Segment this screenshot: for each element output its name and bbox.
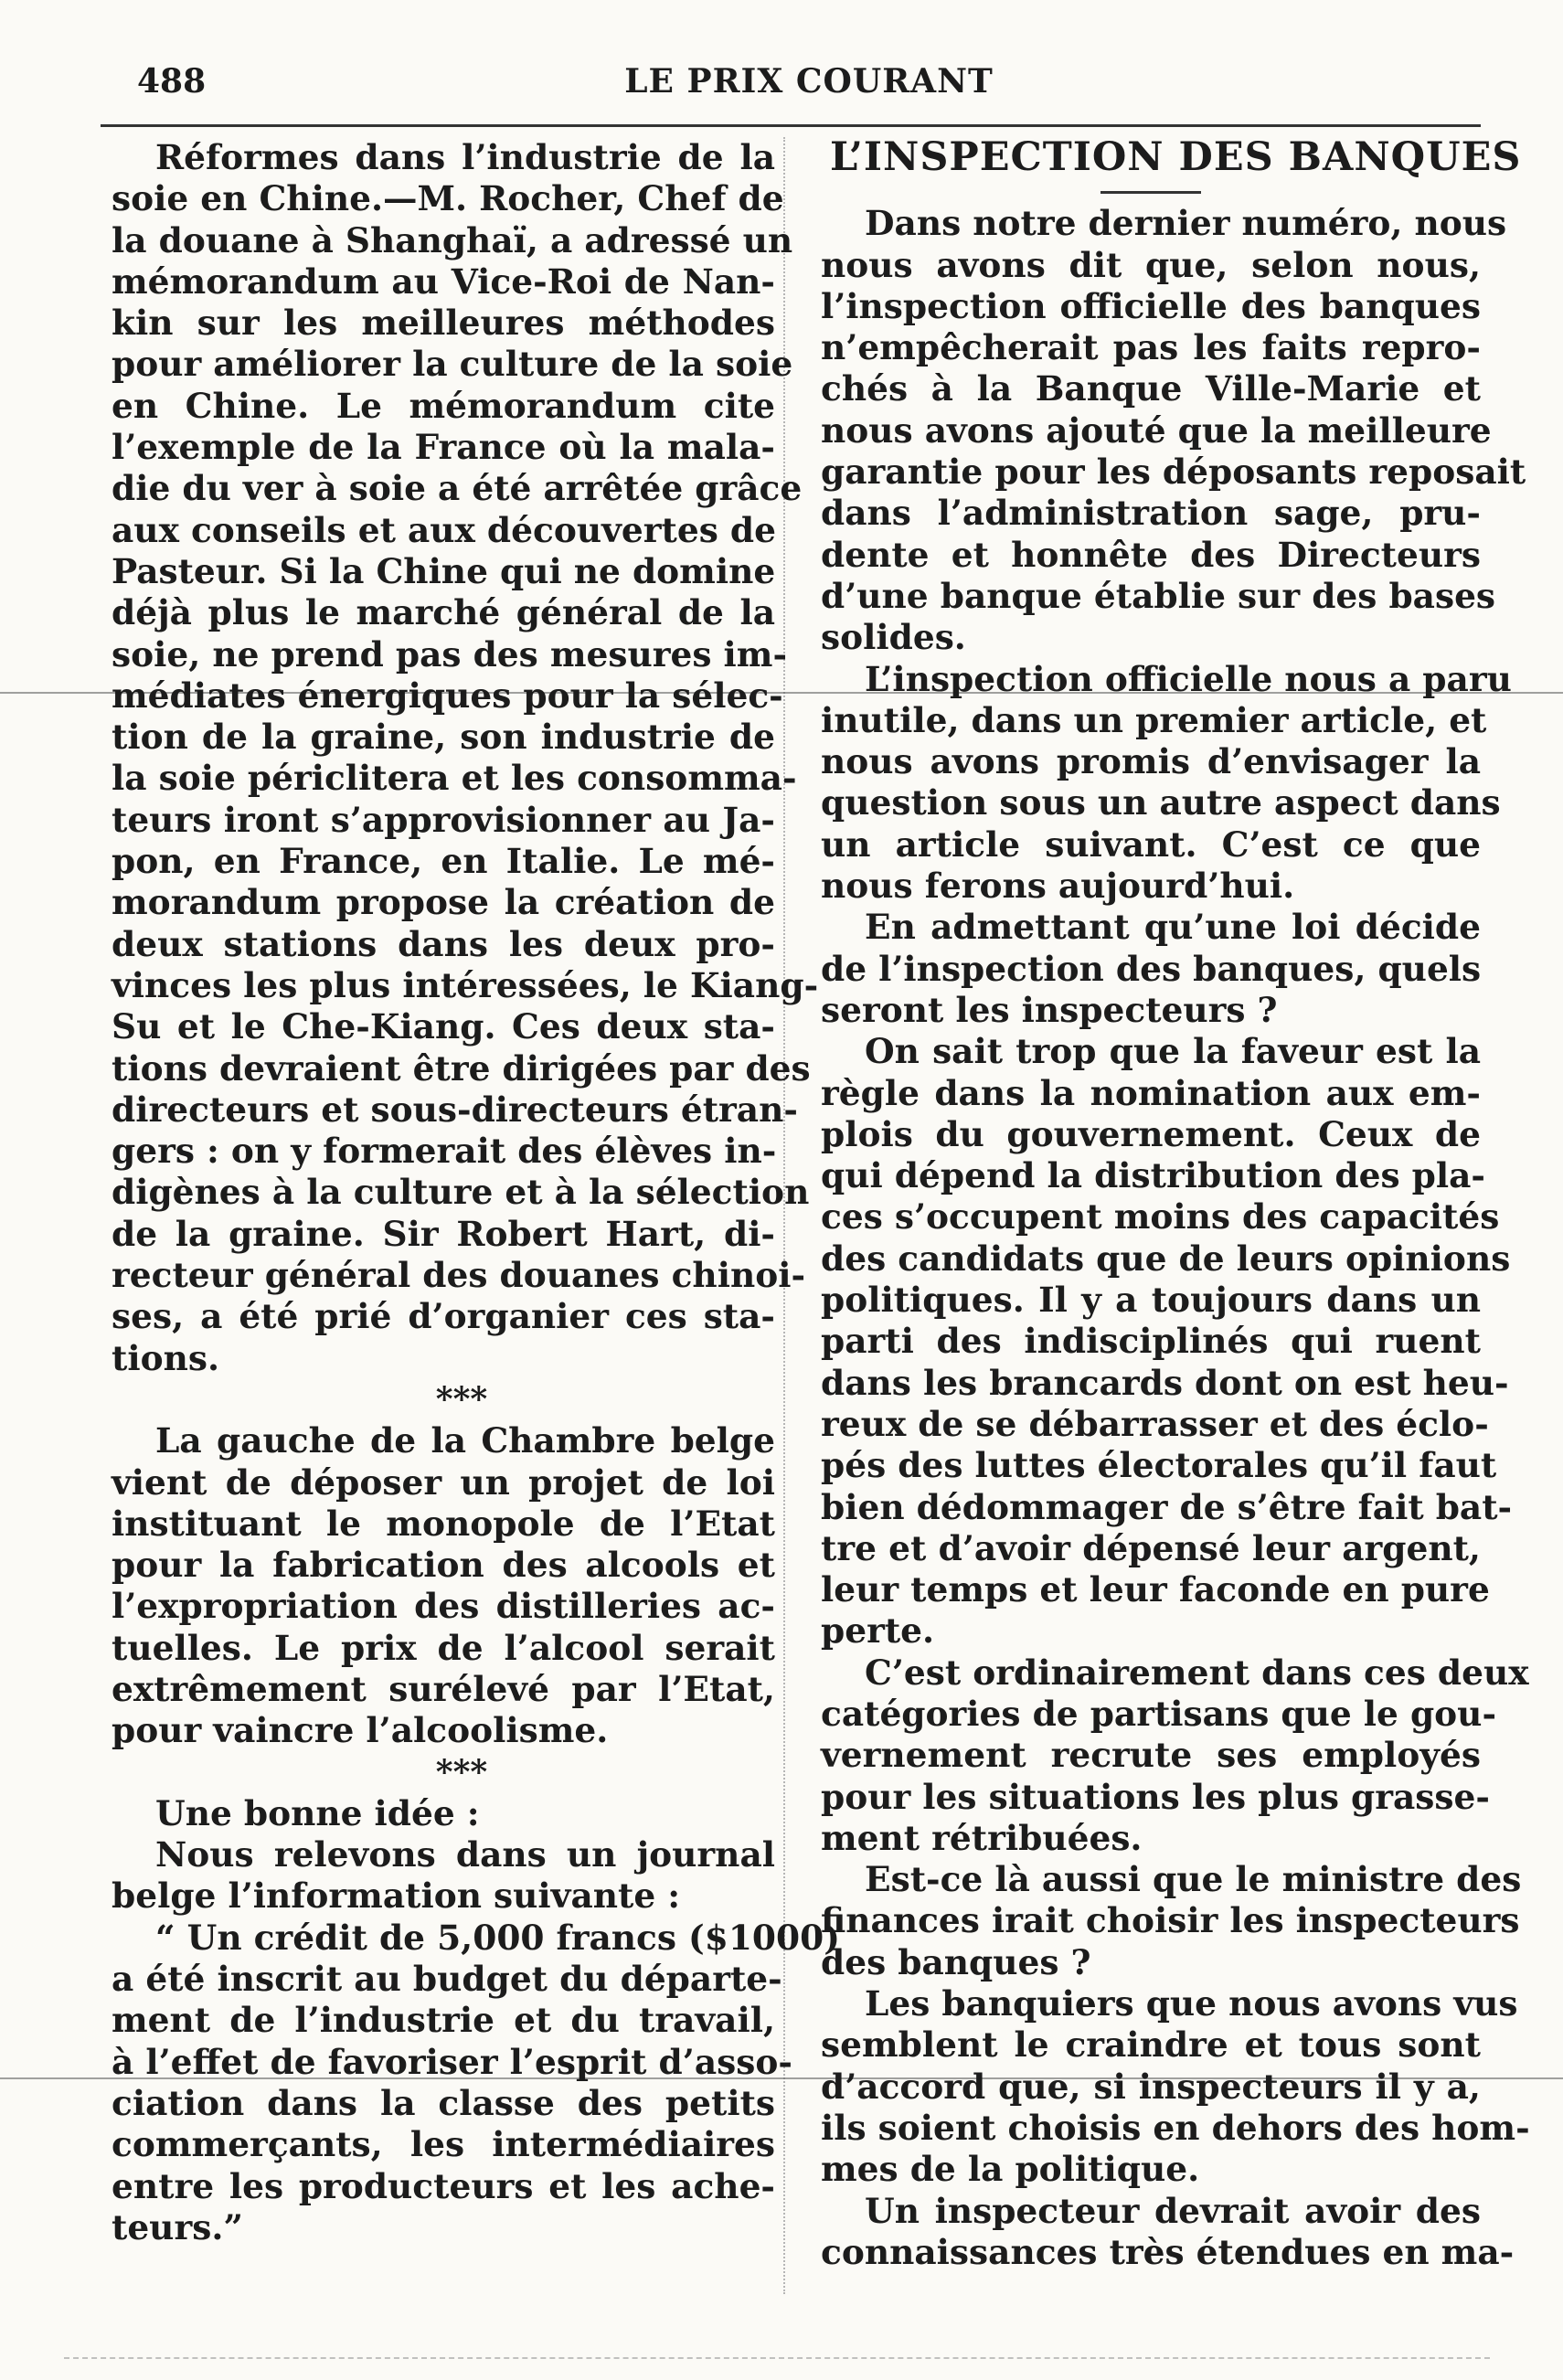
text-line: En admettant qu’une loi décide [865, 907, 1481, 948]
text-line: kin sur les meilleures méthodes [112, 303, 775, 344]
text-line: Un inspecteur devrait avoir des [865, 2190, 1481, 2231]
text-line: chés à la Banque Ville-Marie et [821, 368, 1481, 409]
text-line: solides. [821, 617, 966, 658]
text-line: semblent le craindre et tous sont [821, 2024, 1481, 2066]
text-line: catégories de partisans que le gou- [821, 1693, 1497, 1734]
text-line: des candidats que de leurs opinions [821, 1238, 1511, 1279]
text-line: plois du gouvernement. Ceux de [821, 1113, 1481, 1154]
text-line: ses, a été prié d’organier ces sta- [112, 1296, 775, 1337]
article-title: L’INSPECTION DES BANQUES [830, 134, 1522, 180]
text-line: à l’effet de favoriser l’esprit d’asso- [112, 2041, 792, 2082]
text-line: pour la fabrication des alcools et [112, 1545, 775, 1586]
text-line: gers : on y formerait des élèves in- [112, 1131, 777, 1172]
text-line: commerçants, les intermédiaires [112, 2124, 775, 2165]
text-line: “ Un crédit de 5,000 francs ($1000) [155, 1917, 840, 1958]
text-line: Pasteur. Si la Chine qui ne domine [112, 550, 776, 591]
text-line: en Chine. Le mémorandum cite [112, 385, 775, 426]
text-line: parti des indisciplinés qui ruent [821, 1321, 1481, 1362]
text-line: instituant le monopole de l’Etat [112, 1503, 775, 1544]
text-line: Su et le Che-Kiang. Ces deux sta- [112, 1006, 775, 1047]
text-line: recteur général des douanes chinoi- [112, 1255, 806, 1296]
text-line: déjà plus le marché général de la [112, 592, 775, 633]
text-line: digènes à la culture et à la sélection [112, 1172, 810, 1213]
page-number: 488 [137, 62, 207, 101]
text-line: l’exemple de la France où la mala- [112, 427, 775, 468]
text-line: Réformes dans l’industrie de la [155, 137, 775, 177]
text-line: leur temps et leur faconde en pure [821, 1569, 1490, 1610]
text-line: nous avons ajouté que la meilleure [821, 409, 1492, 451]
text-line: pon, en France, en Italie. Le mé- [112, 841, 775, 882]
text-line: garantie pour les déposants reposait [821, 452, 1526, 493]
section-separator: *** [435, 1752, 488, 1791]
text-line: question sous un autre aspect dans [821, 782, 1501, 823]
text-line: tuelles. Le prix de l’alcool serait [112, 1627, 775, 1668]
text-line: ces s’occupent moins des capacités [821, 1196, 1500, 1238]
text-line: die du ver à soie a été arrêtée grâce [112, 468, 803, 509]
text-line: tre et d’avoir dépensé leur argent, [821, 1527, 1481, 1568]
text-line: pour améliorer la culture de la soie [112, 344, 793, 385]
text-line: vient de déposer un projet de loi [112, 1461, 775, 1503]
header-rule [101, 124, 1481, 127]
bottom-edge-marks [64, 2344, 1490, 2359]
text-line: nous avons dit que, selon nous, [821, 244, 1481, 285]
text-line: soie, ne prend pas des mesures im- [112, 633, 788, 675]
text-line: finances irait choisir les inspecteurs [821, 1900, 1520, 1941]
text-line: de l’inspection des banques, quels [821, 948, 1482, 989]
right-column-text [821, 203, 1530, 2273]
text-line: nous ferons aujourd’hui. [821, 866, 1295, 907]
text-line: L’inspection officielle nous a paru [865, 658, 1512, 699]
text-line: bien dédommager de s’être fait bat- [821, 1486, 1513, 1527]
text-line: soie en Chine.—M. Rocher, Chef de [112, 178, 784, 219]
text-line: a été inscrit au budget du départe- [112, 1959, 782, 2000]
text-line: pour vaincre l’alcoolisme. [112, 1710, 609, 1751]
left-column [112, 137, 840, 2248]
text-line: C’est ordinairement dans ces deux [865, 1652, 1529, 1693]
text-line: La gauche de la Chambre belge [155, 1420, 775, 1461]
text-line: tions devraient être dirigées par des [112, 1047, 811, 1089]
text-line: ils soient choisis en dehors des hom- [821, 2107, 1530, 2148]
text-line: vinces les plus intéressées, le Kiang- [112, 964, 819, 1005]
text-line: ment de l’industrie et du travail, [112, 2000, 775, 2041]
text-line: perte. [821, 1610, 935, 1652]
section-separator: *** [435, 1379, 488, 1418]
text-line: n’empêcherait pas les faits repro- [821, 327, 1481, 368]
text-line: teurs.” [112, 2206, 243, 2247]
text-line: Nous relevons dans un journal [155, 1834, 775, 1875]
text-line: d’une banque établie sur des bases [821, 575, 1496, 616]
text-line: politiques. Il y a toujours dans un [821, 1280, 1481, 1321]
text-line: qui dépend la distribution des pla- [821, 1155, 1485, 1196]
text-line: règle dans la nomination aux em- [821, 1072, 1481, 1113]
text-line: Dans notre dernier numéro, nous [865, 203, 1507, 244]
text-line: reux de se débarrasser et des éclo- [821, 1403, 1489, 1444]
text-line: de la graine. Sir Robert Hart, di- [112, 1213, 775, 1254]
text-line: directeurs et sous-directeurs étran- [112, 1089, 798, 1130]
text-line: Est-ce là aussi que le ministre des [865, 1859, 1522, 1900]
text-line: mémorandum au Vice-Roi de Nan- [112, 260, 775, 302]
text-line: seront les inspecteurs ? [821, 989, 1278, 1030]
text-line: extrêmement surélevé par l’Etat, [112, 1668, 775, 1709]
text-line: tions. [112, 1337, 220, 1378]
text-line: des banques ? [821, 1941, 1091, 1982]
text-line: l’expropriation des distilleries ac- [112, 1586, 775, 1627]
text-line: teurs iront s’approvisionner au Ja- [112, 799, 775, 840]
text-line: Les banquiers que nous avons vus [865, 1983, 1518, 2024]
text-line: dans les brancards dont on est heu- [821, 1362, 1509, 1403]
text-line: deux stations dans les deux pro- [112, 923, 775, 964]
text-line: connaissances très étendues en ma- [821, 2231, 1515, 2272]
text-line: pour les situations les plus grasse- [821, 1776, 1490, 1817]
right-column [821, 134, 1530, 2273]
text-line: morandum propose la création de [112, 882, 775, 923]
text-line: la douane à Shanghaï, a adressé un [112, 219, 793, 260]
text-line: On sait trop que la faveur est la [865, 1031, 1481, 1072]
text-line: ment rétribuées. [821, 1817, 1143, 1858]
title-rule [1100, 191, 1201, 194]
text-line: ciation dans la classe des petits [112, 2082, 775, 2123]
text-line: dans l’administration sage, pru- [821, 493, 1481, 534]
text-line: belge l’information suivante : [112, 1875, 681, 1917]
text-line: Une bonne idée : [155, 1792, 480, 1833]
text-line: pés des luttes électorales qu’il faut [821, 1445, 1497, 1486]
text-line: l’inspection officielle des banques [821, 285, 1481, 326]
text-line: un article suivant. C’est ce que [821, 823, 1481, 865]
text-line: mes de la politique. [821, 2149, 1200, 2190]
page-header [137, 62, 1481, 108]
text-line: la soie périclitera et les consomma- [112, 758, 797, 799]
text-line: aux conseils et aux découvertes de [112, 509, 776, 550]
text-line: dente et honnête des Directeurs [821, 534, 1481, 575]
text-line: vernement recrute ses employés [821, 1735, 1481, 1776]
running-title: LE PRIX COURANT [624, 62, 994, 101]
text-line: entre les producteurs et les ache- [112, 2165, 775, 2206]
text-line: inutile, dans un premier article, et [821, 699, 1487, 740]
text-line: médiates énergiques pour la sélec- [112, 675, 783, 716]
text-line: d’accord que, si inspecteurs il y a, [821, 2066, 1481, 2107]
column-divider [783, 137, 786, 2294]
text-line: tion de la graine, son industrie de [112, 717, 775, 758]
text-line: nous avons promis d’envisager la [821, 741, 1481, 782]
